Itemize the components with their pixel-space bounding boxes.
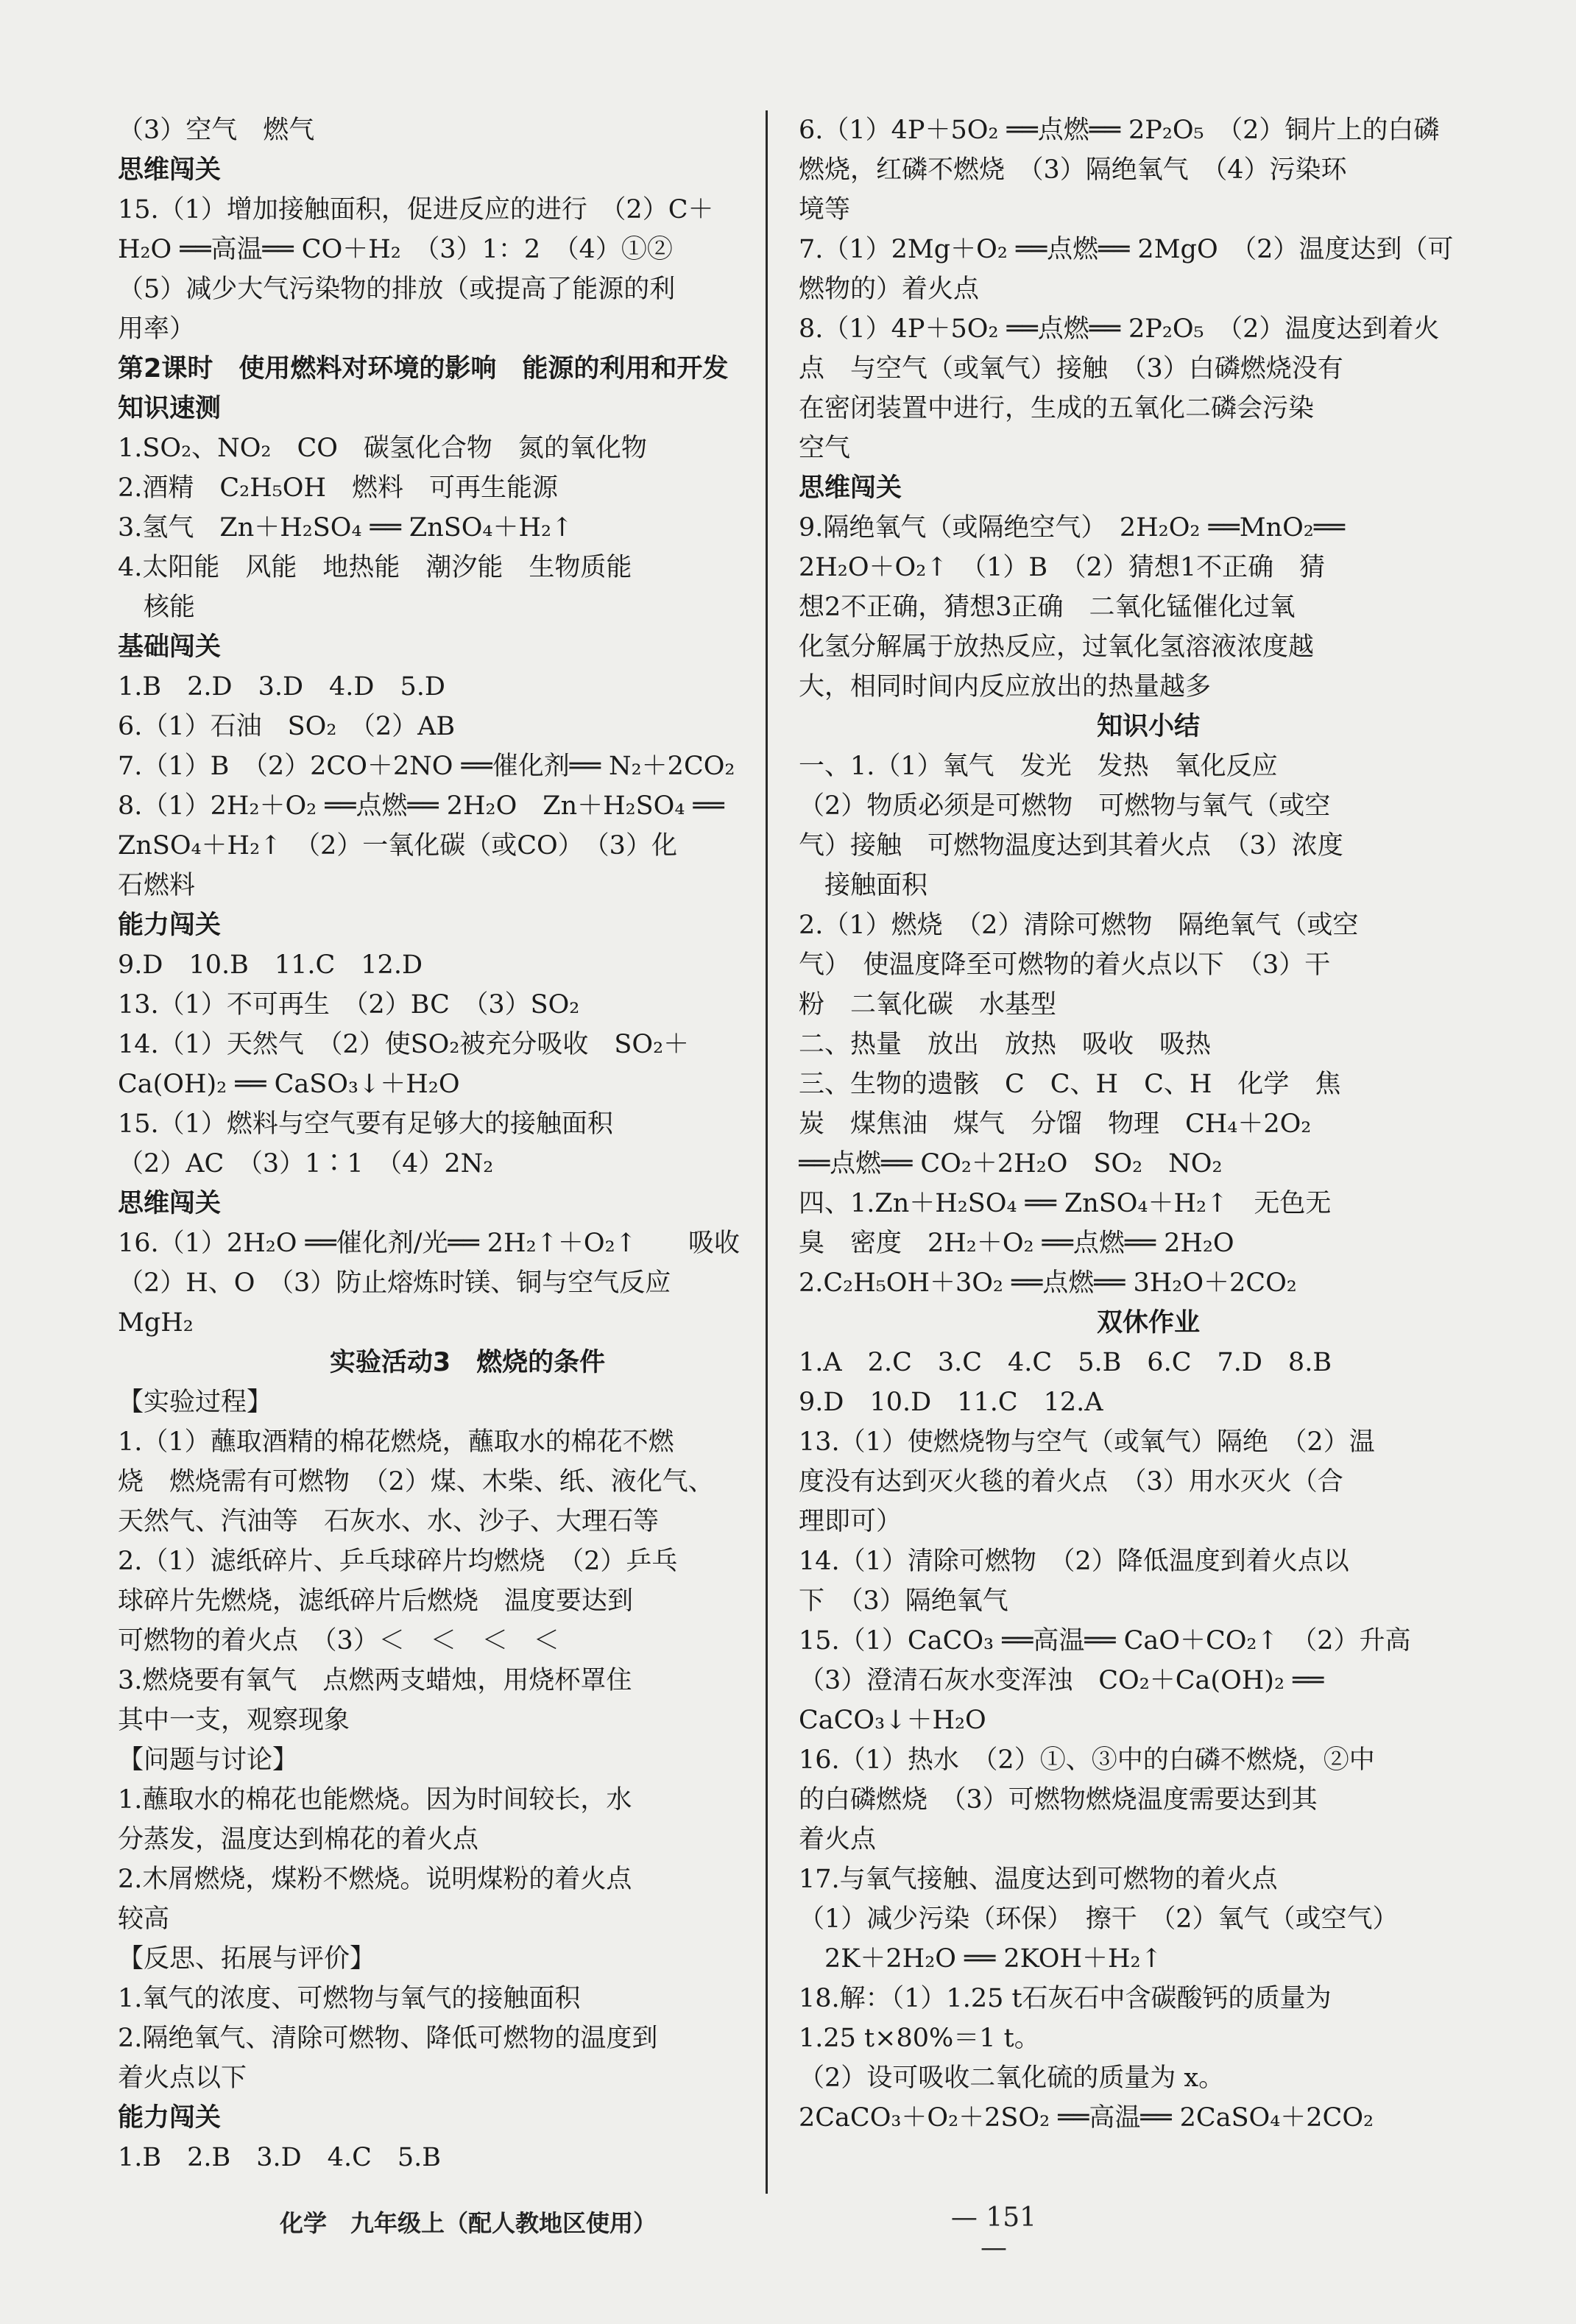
section-heading: 思维闯关 xyxy=(118,1189,222,1218)
answer-line: （5）减少大气污染物的排放（或提高了能源的利 xyxy=(118,275,676,304)
answer-line: 理即可） xyxy=(799,1507,902,1536)
answer-line: 3.氢气 Zn＋H₂SO₄ ══ ZnSO₄＋H₂↑ xyxy=(118,513,573,543)
answer-line: 2CaCO₃＋O₂＋2SO₂ ══高温══ 2CaSO₄＋2CO₂ xyxy=(799,2103,1374,2133)
answer-line: （2）物质必须是可燃物 可燃物与氧气（或空 xyxy=(799,791,1331,821)
answer-line: H₂O ══高温══ CO＋H₂ （3）1：2 （4）①② xyxy=(118,235,673,264)
answer-line: （1）减少污染（环保） 擦干 （2）氧气（或空气） xyxy=(799,1904,1399,1934)
answer-line: 着火点 xyxy=(799,1825,877,1854)
answer-line: 2.（1）燃烧 （2）清除可燃物 隔绝氧气（或空 xyxy=(799,911,1359,940)
answer-line: Ca(OH)₂ ══ CaSO₃↓＋H₂O xyxy=(118,1070,460,1099)
answer-line: 1.SO₂、NO₂ CO 碳氢化合物 氮的氧化物 xyxy=(118,434,647,463)
answer-line: 【反思、拓展与评价】 xyxy=(118,1944,376,1974)
section-heading: 实验活动3 燃烧的条件 xyxy=(329,1348,606,1377)
section-heading: 思维闯关 xyxy=(799,473,902,503)
answer-line: 三、生物的遗骸 C C、H C、H 化学 焦 xyxy=(799,1070,1341,1099)
answer-line: 大，相同时间内反应放出的热量越多 xyxy=(799,672,1212,702)
answer-line: 炭 煤焦油 煤气 分馏 物理 CH₄＋2O₂ xyxy=(799,1109,1312,1139)
answer-line: 9.D 10.B 11.C 12.D xyxy=(118,950,423,980)
answer-line: （2）设可吸收二氧化硫的质量为 x。 xyxy=(799,2063,1225,2093)
answer-line: 13.（1）不可再生 （2）BC （3）SO₂ xyxy=(118,990,580,1020)
answer-line: 二、热量 放出 放热 吸收 吸热 xyxy=(799,1030,1212,1059)
answer-line: 18.解：（1）1.25 t石灰石中含碳酸钙的质量为 xyxy=(799,1984,1332,2013)
answer-line: 4.太阳能 风能 地热能 潮汐能 生物质能 xyxy=(118,553,632,582)
answer-line: 2.酒精 C₂H₅OH 燃料 可再生能源 xyxy=(118,473,558,503)
answer-line: 烧 燃烧需有可燃物 （2）煤、木柴、纸、液化气、 xyxy=(118,1467,714,1497)
answer-line: 2.C₂H₅OH＋3O₂ ══点燃══ 3H₂O＋2CO₂ xyxy=(799,1268,1297,1298)
answer-line: 一、1.（1）氧气 发光 发热 氧化反应 xyxy=(799,752,1278,781)
section-heading: 知识小结 xyxy=(1096,712,1200,741)
answer-line: 较高 xyxy=(118,1904,170,1934)
section-heading: 基础闯关 xyxy=(118,632,222,662)
section-heading: 能力闯关 xyxy=(118,911,222,940)
answer-line: 球碎片先燃烧，滤纸碎片后燃烧 温度要达到 xyxy=(118,1586,634,1616)
answer-line: 3.燃烧要有氧气 点燃两支蜡烛，用烧杯罩住 xyxy=(118,1666,632,1695)
answer-line: 7.（1）B （2）2CO＋2NO ══催化剂══ N₂＋2CO₂ xyxy=(118,752,735,781)
answer-line: 在密闭装置中进行，生成的五氧化二磷会污染 xyxy=(799,394,1315,423)
answer-line: （3）澄清石灰水变浑浊 CO₂＋Ca(OH)₂ ══ xyxy=(799,1666,1324,1695)
answer-line: 的白磷燃烧 （3）可燃物燃烧温度需要达到其 xyxy=(799,1785,1318,1815)
answer-line: 粉 二氧化碳 水基型 xyxy=(799,990,1057,1020)
answer-line: 臭 密度 2H₂＋O₂ ══点燃══ 2H₂O xyxy=(799,1229,1234,1258)
answer-line: 14.（1）清除可燃物 （2）降低温度到着火点以 xyxy=(799,1547,1349,1576)
answer-line: 用率） xyxy=(118,314,196,344)
section-heading: 双休作业 xyxy=(1096,1308,1200,1338)
answer-line: 四、1.Zn＋H₂SO₄ ══ ZnSO₄＋H₂↑ 无色无 xyxy=(799,1189,1332,1218)
left-column xyxy=(118,110,817,2178)
answer-line: 核能 xyxy=(118,593,196,622)
answer-line: 【实验过程】 xyxy=(118,1388,273,1417)
answer-line: 7.（1）2Mg＋O₂ ══点燃══ 2MgO （2）温度达到（可 xyxy=(799,235,1454,264)
section-heading: 知识速测 xyxy=(118,394,222,423)
answer-line: 1.（1）蘸取酒精的棉花燃烧，蘸取水的棉花不燃 xyxy=(118,1427,674,1457)
answer-line: 14.（1）天然气 （2）使SO₂被充分吸收 SO₂＋ xyxy=(118,1030,690,1059)
answer-line: 13.（1）使燃烧物与空气（或氧气）隔绝 （2）温 xyxy=(799,1427,1375,1457)
answer-line: 8.（1）2H₂＋O₂ ══点燃══ 2H₂O Zn＋H₂SO₄ ══ xyxy=(118,791,724,821)
answer-line: 着火点以下 xyxy=(118,2063,247,2093)
answer-line: 境等 xyxy=(799,195,851,225)
answer-line: MgH₂ xyxy=(118,1308,194,1338)
answer-line: （2）AC （3）1∶1 （4）2N₂ xyxy=(118,1149,494,1179)
answer-line: 15.（1）燃料与空气要有足够大的接触面积 xyxy=(118,1109,613,1139)
answer-line: 2.隔绝氧气、清除可燃物、降低可燃物的温度到 xyxy=(118,2024,658,2053)
answer-line: 1.蘸取水的棉花也能燃烧。因为时间较长，水 xyxy=(118,1785,632,1815)
answer-line: （2）H、O （3）防止熔炼时镁、铜与空气反应 xyxy=(118,1268,671,1298)
answer-line: 9.隔绝氧气（或隔绝空气） 2H₂O₂ ══MnO₂══ xyxy=(799,513,1345,543)
answer-line: 化氢分解属于放热反应，过氧化氢溶液浓度越 xyxy=(799,632,1315,662)
answer-line: CaCO₃↓＋H₂O xyxy=(799,1706,986,1735)
right-column xyxy=(799,110,1498,2138)
section-heading: 第2课时 使用燃料对环境的影响 能源的利用和开发 xyxy=(118,354,729,384)
footer-book-title: 化学 九年级上（配人教地区使用） xyxy=(280,2209,657,2237)
answer-line: 1.25 t×80%＝1 t。 xyxy=(799,2024,1040,2053)
answer-line: 燃烧，红磷不燃烧 （3）隔绝氧气 （4）污染环 xyxy=(799,155,1347,185)
answer-line: 可燃物的着火点 （3）＜ ＜ ＜ ＜ xyxy=(118,1626,559,1656)
answer-line: 气） 使温度降至可燃物的着火点以下 （3）干 xyxy=(799,950,1331,980)
answer-line: 度没有达到灭火毯的着火点 （3）用水灭火（合 xyxy=(799,1467,1343,1497)
answer-line: 燃物的）着火点 xyxy=(799,275,980,304)
answer-line: 9.D 10.D 11.C 12.A xyxy=(799,1388,1103,1417)
answer-line: 2H₂O＋O₂↑ （1）B （2）猜想1不正确 猜 xyxy=(799,553,1326,582)
answer-line: 15.（1）CaCO₃ ══高温══ CaO＋CO₂↑ （2）升高 xyxy=(799,1626,1411,1656)
answer-line: 1.A 2.C 3.C 4.C 5.B 6.C 7.D 8.B xyxy=(799,1348,1332,1377)
answer-line: 天然气、汽油等 石灰水、水、沙子、大理石等 xyxy=(118,1507,660,1536)
column-divider xyxy=(766,110,768,2194)
answer-line: 6.（1）4P＋5O₂ ══点燃══ 2P₂O₅ （2）铜片上的白磷 xyxy=(799,116,1440,145)
answer-line: 6.（1）石油 SO₂ （2）AB xyxy=(118,712,456,741)
answer-line: 石燃料 xyxy=(118,871,196,900)
answer-line: 下 （3）隔绝氧气 xyxy=(799,1586,1008,1616)
answer-line: 8.（1）4P＋5O₂ ══点燃══ 2P₂O₅ （2）温度达到着火 xyxy=(799,314,1440,344)
answer-line: 2K＋2H₂O ══ 2KOH＋H₂↑ xyxy=(799,1944,1162,1974)
answer-line: 17.与氧气接触、温度达到可燃物的着火点 xyxy=(799,1865,1278,1894)
answer-line: 2.木屑燃烧，煤粉不燃烧。说明煤粉的着火点 xyxy=(118,1865,632,1894)
answer-line: 2.（1）滤纸碎片、乒乓球碎片均燃烧 （2）乒乓 xyxy=(118,1547,678,1576)
answer-line: 分蒸发，温度达到棉花的着火点 xyxy=(118,1825,479,1854)
answer-line: 1.B 2.D 3.D 4.D 5.D xyxy=(118,672,445,702)
answer-line: 1.氧气的浓度、可燃物与氧气的接触面积 xyxy=(118,1984,581,2013)
answer-line: 15.（1）增加接触面积，促进反应的进行 （2）C＋ xyxy=(118,195,714,225)
answer-line: 【问题与讨论】 xyxy=(118,1745,299,1775)
answer-line: 想2不正确，猜想3正确 二氧化锰催化过氧 xyxy=(799,593,1296,622)
answer-line: 其中一支，观察现象 xyxy=(118,1706,350,1735)
page-number: — 151 — xyxy=(950,2203,1037,2263)
answer-line: （3）空气 燃气 xyxy=(118,116,315,145)
answer-line: 接触面积 xyxy=(799,871,928,900)
answer-line: 空气 xyxy=(799,434,851,463)
answer-line: 气）接触 可燃物温度达到其着火点 （3）浓度 xyxy=(799,831,1343,861)
section-heading: 思维闯关 xyxy=(118,155,222,185)
section-heading: 能力闯关 xyxy=(118,2103,222,2133)
answer-line: 1.B 2.B 3.D 4.C 5.B xyxy=(118,2143,441,2172)
answer-line: 点 与空气（或氧气）接触 （3）白磷燃烧没有 xyxy=(799,354,1343,384)
answer-line: ══点燃══ CO₂＋2H₂O SO₂ NO₂ xyxy=(799,1149,1223,1179)
answer-line: ZnSO₄＋H₂↑ （2）一氧化碳（或CO） （3）化 xyxy=(118,831,677,861)
answer-line: 16.（1）2H₂O ══催化剂/光══ 2H₂↑＋O₂↑ 吸收 xyxy=(118,1229,740,1258)
answer-line: 16.（1）热水 （2）①、③中的白磷不燃烧，②中 xyxy=(799,1745,1375,1775)
